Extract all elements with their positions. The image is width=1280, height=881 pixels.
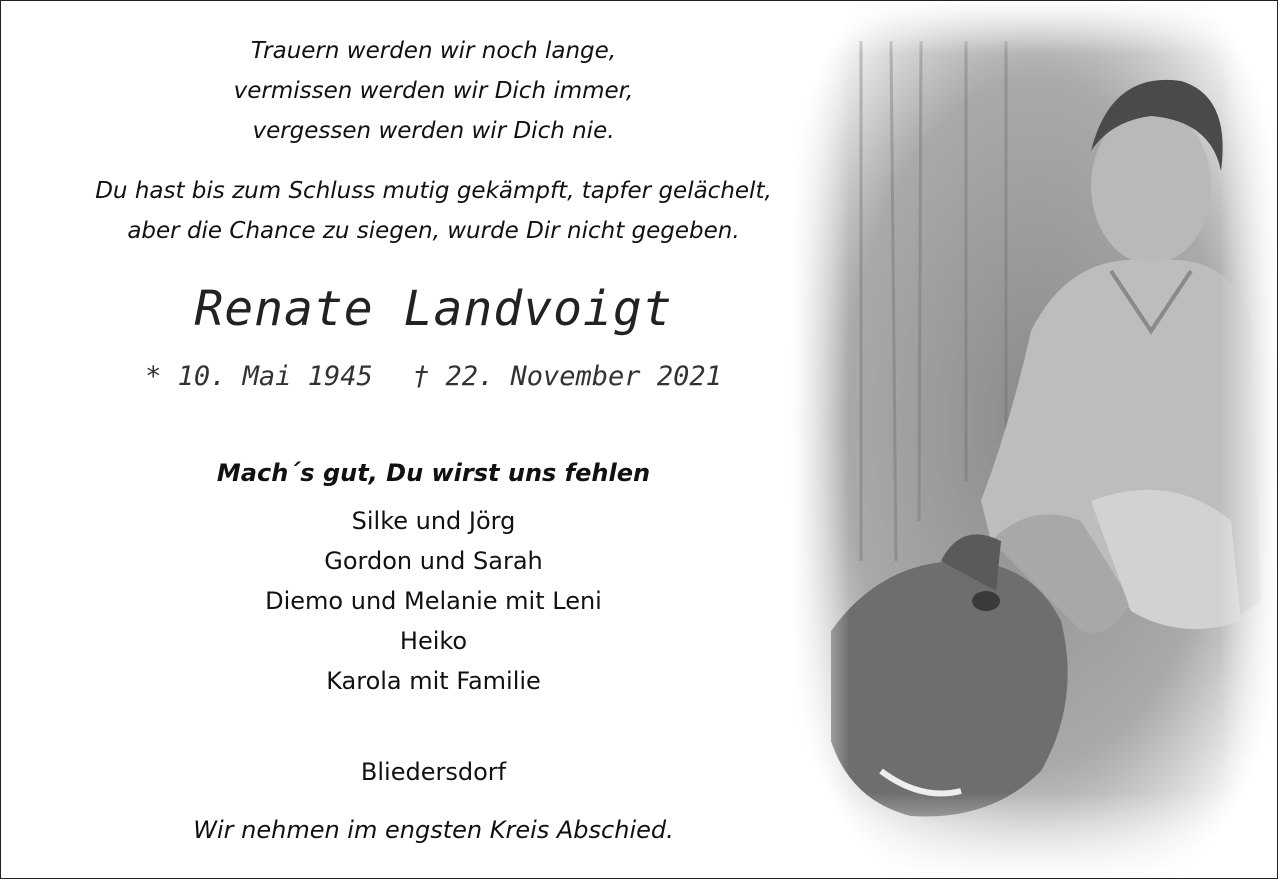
verse-line: vergessen werden wir Dich nie.: [252, 118, 615, 144]
mourner-name: Silke und Jörg: [351, 507, 516, 535]
mourner-name: Karola mit Familie: [326, 667, 541, 695]
death-date: † 22. November 2021: [412, 361, 722, 392]
verse-line: Trauern werden wir noch lange,: [250, 38, 617, 64]
verse-line: aber die Chance zu siegen, wurde Dir nicht gegeben.: [127, 218, 740, 244]
mourner-list: [31, 501, 836, 701]
place-name: Bliedersdorf: [360, 758, 507, 786]
verse-stanza-2: [31, 171, 836, 251]
life-dates: [31, 361, 836, 392]
verse-line: Du hast bis zum Schluss mutig gekämpft, tapfer gelächelt,: [95, 178, 772, 204]
birth-date: * 10. Mai 1945: [145, 361, 373, 392]
mourner-name: Gordon und Sarah: [324, 547, 543, 575]
mourner-name: Heiko: [399, 627, 468, 655]
farewell-text: Mach´s gut, Du wirst uns fehlen: [216, 459, 651, 487]
portrait-photo-icon: [791, 1, 1278, 879]
mourner-name: Diemo und Melanie mit Leni: [265, 587, 602, 615]
verse-stanza-1: [31, 31, 836, 151]
closing-text: Wir nehmen im engsten Kreis Abschied.: [193, 816, 674, 844]
deceased-name: Renate Landvoigt: [194, 281, 673, 337]
verse-line: vermissen werden wir Dich immer,: [233, 78, 634, 104]
